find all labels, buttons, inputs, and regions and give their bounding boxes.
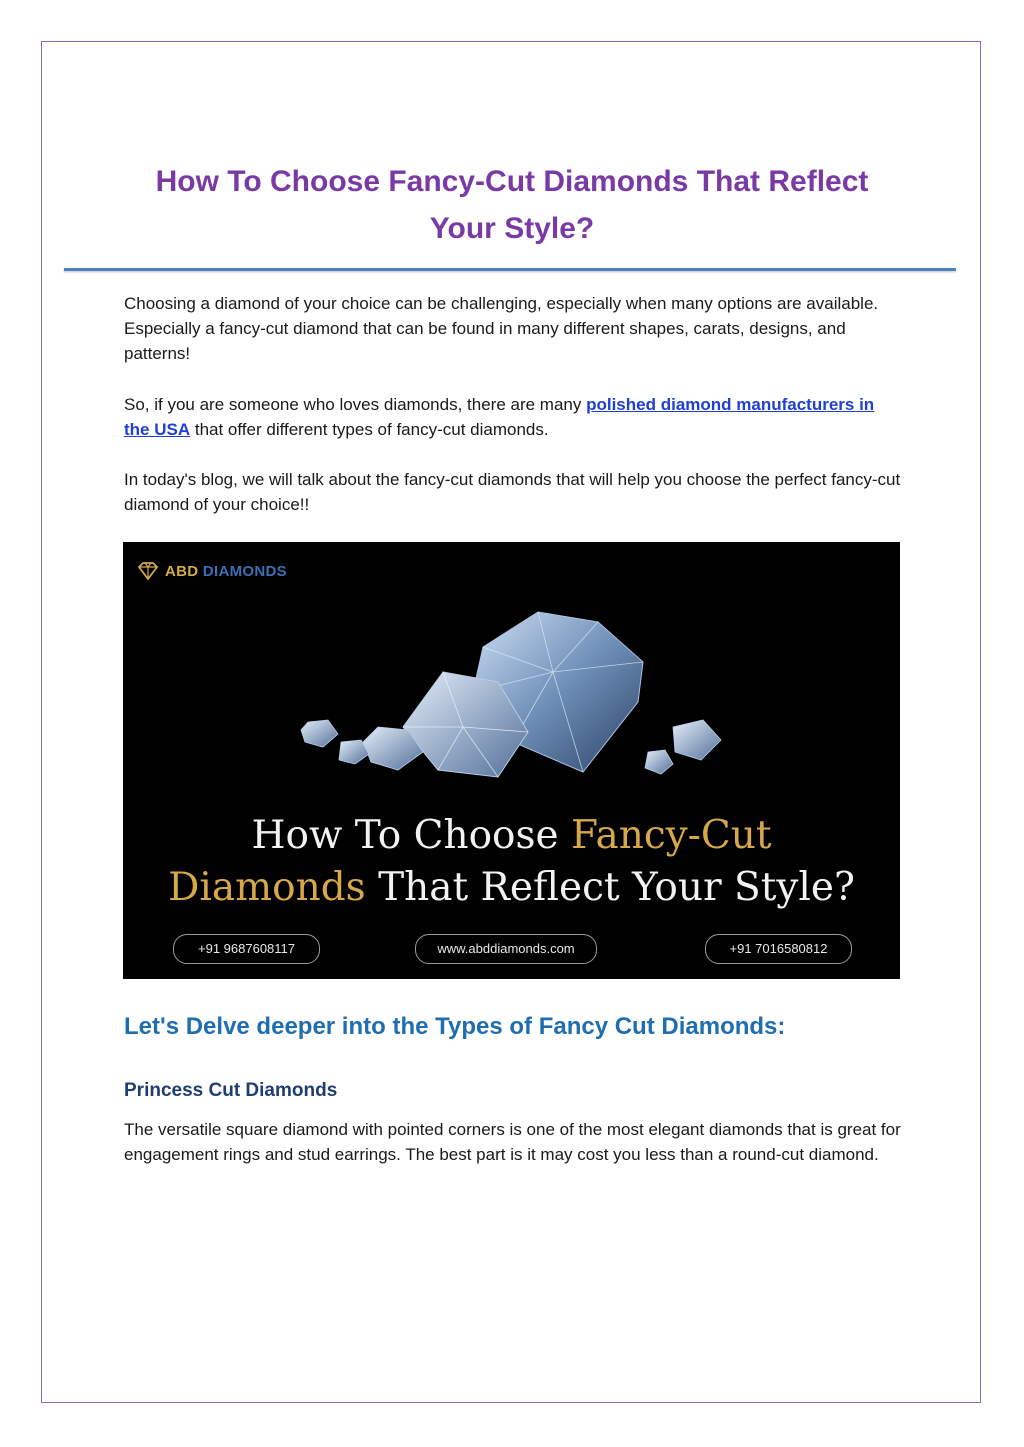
abd-diamonds-logo [137, 560, 287, 582]
title-divider [64, 268, 956, 271]
paragraph-text-before-link: So, if you are someone who loves diamonds, there are many [124, 395, 587, 414]
page-title [100, 158, 924, 252]
princess-cut-paragraph: The versatile square diamond with pointed corners is one of the most elegant diamonds that is great for engagement rings and stud earrings. The best part is it may cost you less than a round-cut diamond. [124, 1120, 901, 1164]
small-diamond-right [673, 720, 721, 760]
paragraph-text-after-link: that offer different types of fancy-cut diamonds. [190, 420, 549, 439]
phone-pill-1: +91 9687608117 [173, 934, 320, 964]
logo-diamonds: DIAMONDS [202, 562, 287, 580]
diamonds-illustration [283, 602, 743, 802]
logo-abd: ABD [165, 562, 199, 580]
title-line-2: Your Style? [429, 212, 595, 245]
small-diamond-far-right [645, 750, 673, 774]
website-pill: www.abddiamonds.com [415, 934, 597, 964]
section-heading: Let's Delve deeper into the Types of Fancy Cut Diamonds: [124, 1013, 786, 1040]
title-line-1: How To Choose Fancy-Cut Diamonds That Reflect [155, 165, 869, 198]
headline-gold-1: Fancy-Cut [571, 813, 772, 858]
blog-intro-paragraph: In today's blog, we will talk about the fancy-cut diamonds that will help you choose the perfect fancy-cut diamond of your choice!! [124, 470, 901, 514]
manufacturers-paragraph [124, 392, 904, 442]
princess-cut-heading: Princess Cut Diamonds [124, 1080, 338, 1101]
headline-part-1: How To Choose [251, 813, 572, 858]
headline-gold-2: Diamonds [168, 865, 366, 910]
diamond-logo-icon [137, 560, 159, 582]
small-diamond-far-left [301, 720, 338, 747]
polished-diamond-manufacturers-link[interactable]: polished diamond manufacturers in the USA [124, 395, 875, 439]
phone-pill-2: +91 7016580812 [705, 934, 852, 964]
hero-banner-image [123, 542, 900, 979]
intro-paragraph: Choosing a diamond of your choice can be challenging, especially when many options are available. Especially a fancy-cut diamond that can be found in many different shapes, carats, designs, and patterns! [124, 294, 879, 363]
hero-headline [123, 810, 900, 914]
headline-part-2: That Reflect Your Style? [365, 865, 855, 910]
logo-wordmark [165, 563, 287, 580]
